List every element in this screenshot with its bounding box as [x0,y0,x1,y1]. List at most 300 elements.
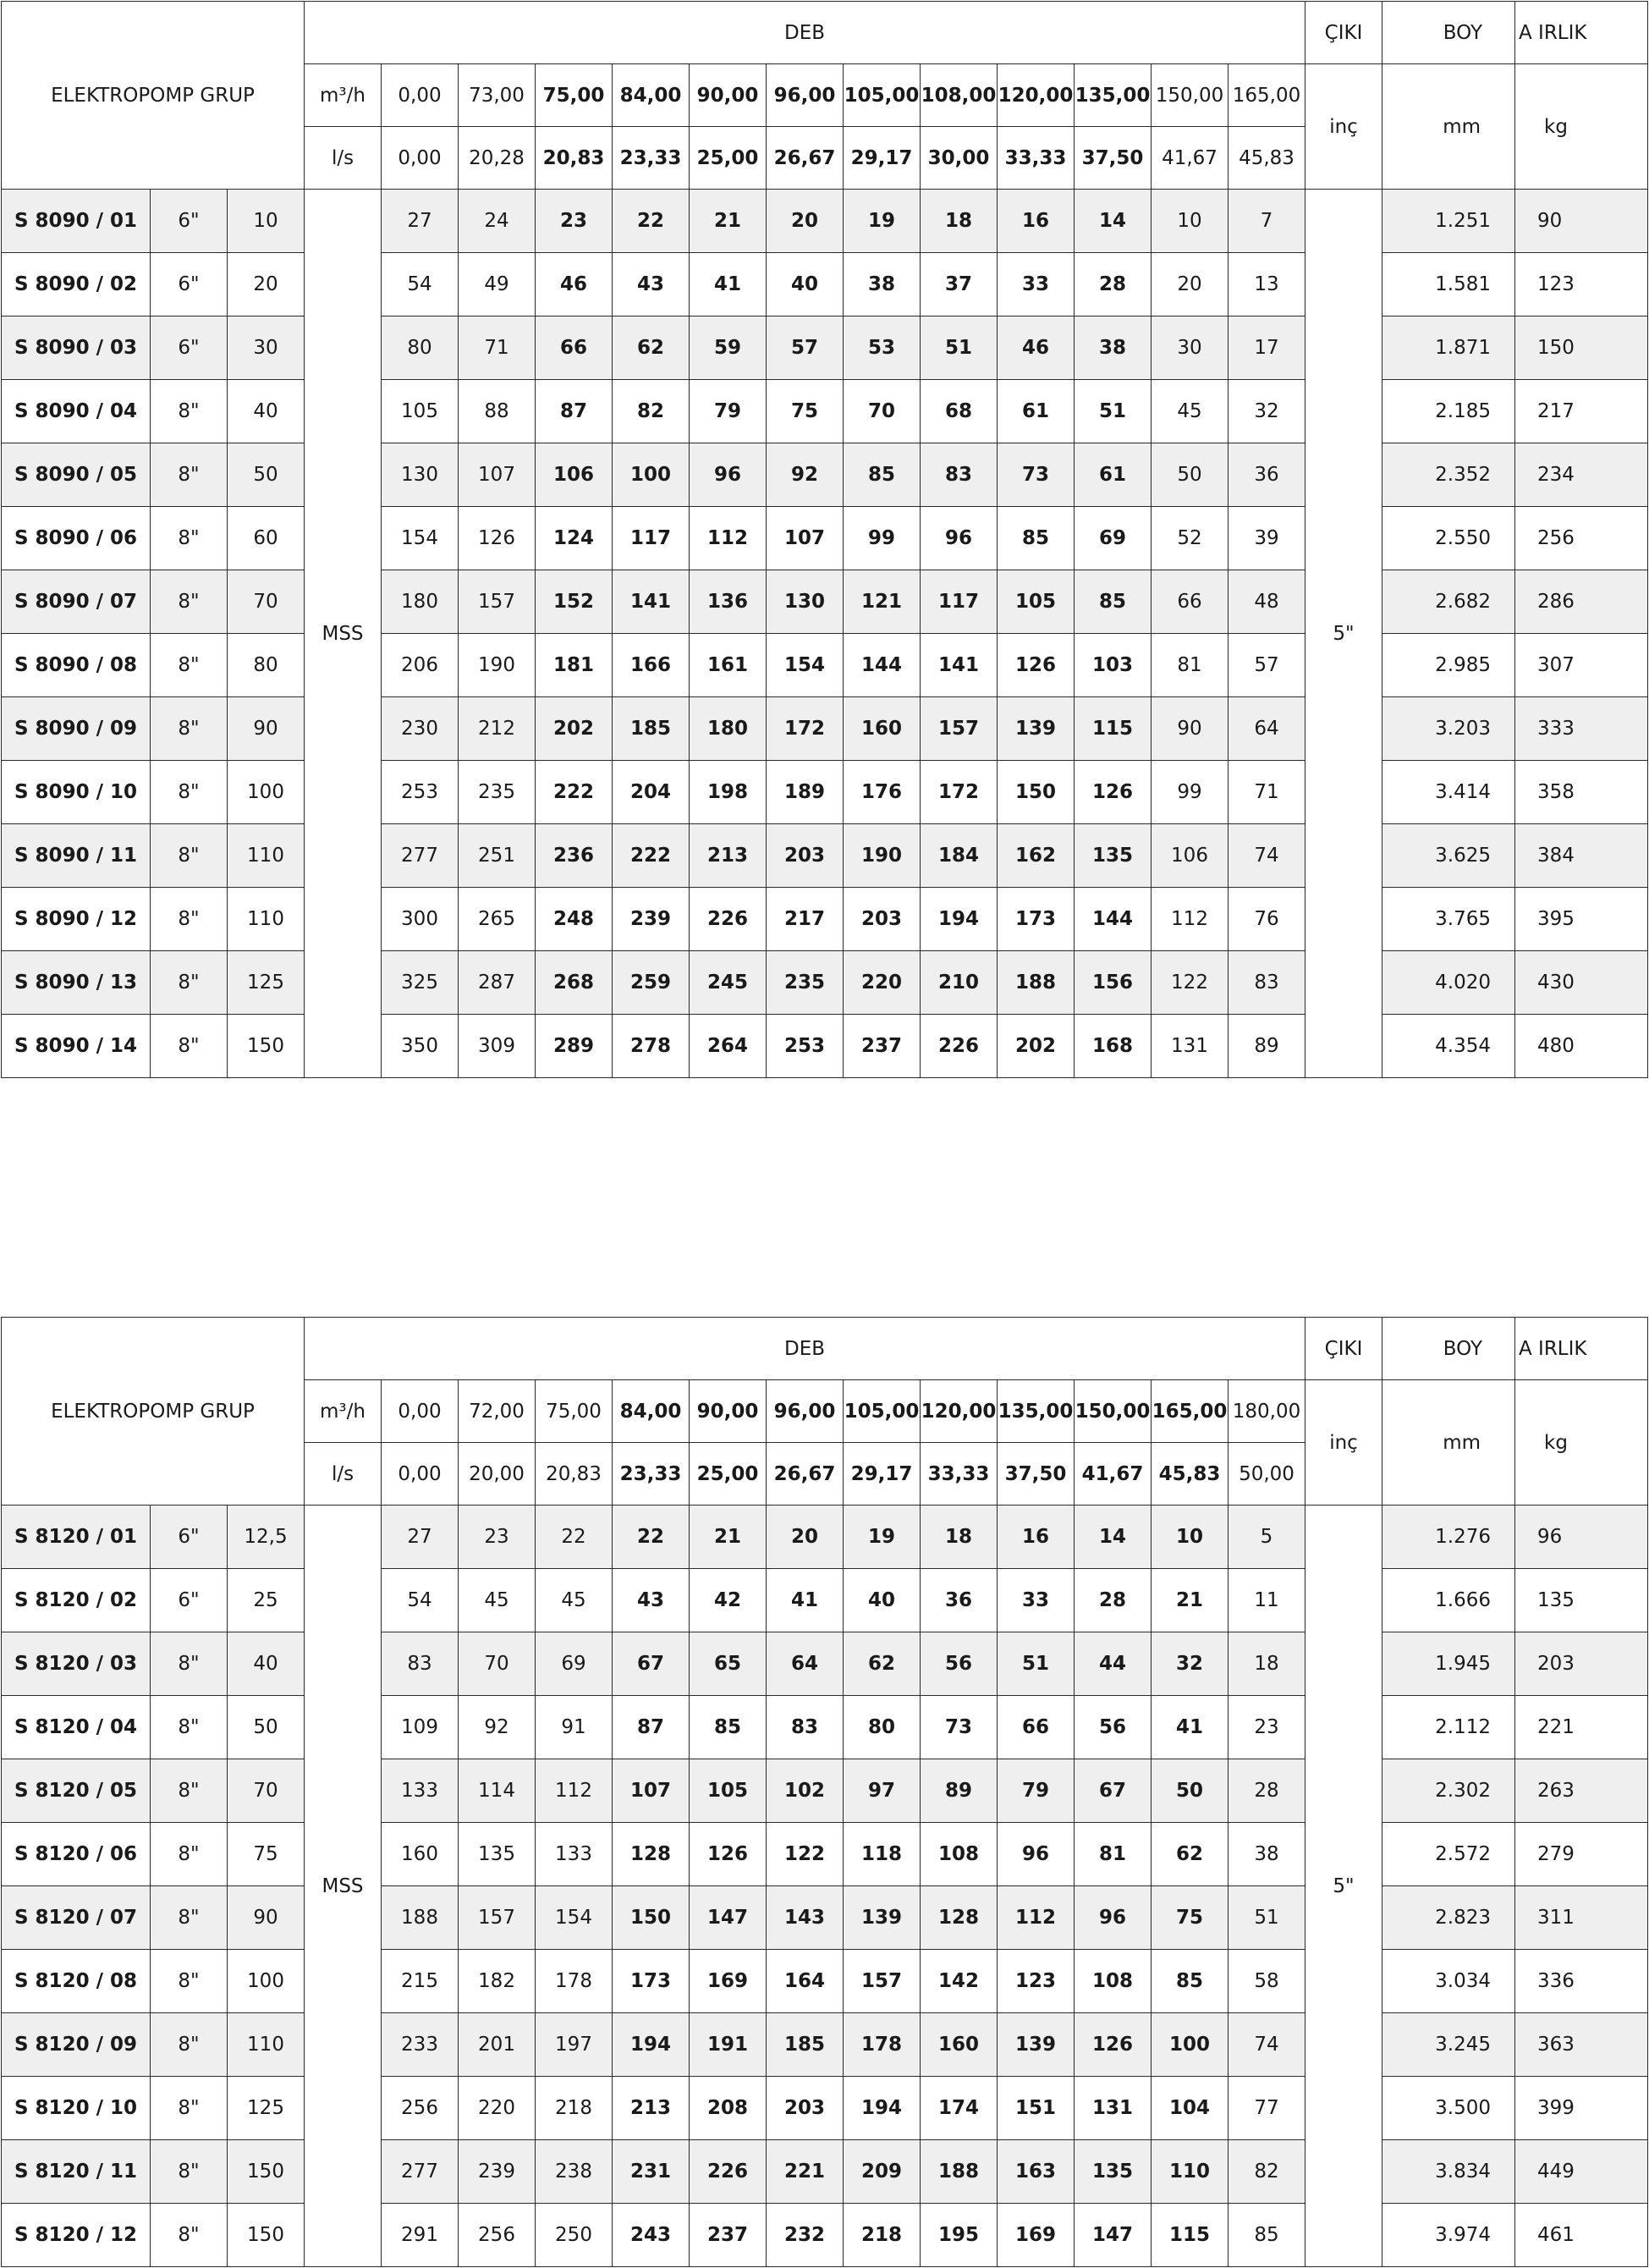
head-value-cell: 14 [1075,190,1152,253]
motor-size-cell: 6" [151,317,228,380]
table-row [2,570,1648,634]
table-row [2,1950,1648,2013]
head-value-cell: 163 [998,2140,1075,2204]
weight-cell: 307 [1515,634,1648,697]
motor-size-cell: 8" [151,824,228,888]
power-cell: 90 [228,697,305,761]
flow-ls-value: 26,67 [767,127,844,190]
length-cell: 3.034 [1382,1950,1515,2013]
head-value-cell: 157 [921,697,998,761]
table-row [2,2204,1648,2267]
table-row [2,1696,1648,1759]
head-value-cell: 89 [1229,1015,1305,1078]
table-row [2,824,1648,888]
head-value-cell: 237 [690,2204,767,2267]
head-value-cell: 91 [536,1696,613,1759]
head-value-cell: 79 [998,1759,1075,1823]
table-row [2,1506,1648,1569]
flow-m3h-value: 105,00 [844,1380,921,1443]
head-value-cell: 147 [690,1886,767,1950]
length-cell: 1.581 [1382,253,1515,317]
head-value-cell: 50 [1152,1759,1229,1823]
head-value-cell: 56 [1075,1696,1152,1759]
head-value-cell: 96 [921,507,998,570]
head-value-cell: 226 [690,888,767,951]
head-value-cell: 18 [921,190,998,253]
head-value-cell: 66 [998,1696,1075,1759]
head-value-cell: 48 [1229,570,1305,634]
table-row [2,1632,1648,1696]
flow-m3h-value: 105,00 [844,64,921,127]
head-value-cell: 118 [844,1823,921,1886]
head-value-cell: 156 [1075,951,1152,1015]
head-value-cell: 89 [921,1759,998,1823]
head-value-cell: 128 [613,1823,690,1886]
head-value-cell: 11 [1229,1569,1305,1632]
head-value-cell: 185 [613,697,690,761]
head-value-cell: 203 [767,824,844,888]
flow-ls-value: 37,50 [998,1443,1075,1506]
table-row [2,1015,1648,1078]
outlet-unit: inç [1305,64,1382,190]
flow-unit-m3h: m³/h [305,64,382,127]
head-value-cell: 40 [767,253,844,317]
flow-title: DEB [305,2,1305,64]
head-value-cell: 194 [921,888,998,951]
head-value-cell: 38 [1075,317,1152,380]
head-value-cell: 87 [536,380,613,443]
head-value-cell: 117 [613,507,690,570]
head-value-cell: 23 [1229,1696,1305,1759]
head-value-cell: 144 [844,634,921,697]
head-value-cell: 62 [1152,1823,1229,1886]
flow-m3h-value: 120,00 [921,1380,998,1443]
model-cell: S 8120 / 11 [2,2140,151,2204]
performance-table-8120 [1,1317,1648,2267]
motor-size-cell: 8" [151,2077,228,2140]
weight-title: A IRLIK [1515,1318,1648,1380]
head-value-cell: 97 [844,1759,921,1823]
flow-ls-value: 45,83 [1152,1443,1229,1506]
head-value-cell: 105 [998,570,1075,634]
head-value-cell: 220 [844,951,921,1015]
head-value-cell: 107 [613,1759,690,1823]
length-cell: 3.414 [1382,761,1515,824]
head-value-cell: 41 [767,1569,844,1632]
flow-m3h-value: 96,00 [767,64,844,127]
length-cell: 4.354 [1382,1015,1515,1078]
head-value-cell: 103 [1075,634,1152,697]
flow-ls-value: 20,83 [536,1443,613,1506]
head-value-cell: 169 [690,1950,767,2013]
head-value-cell: 104 [1152,2077,1229,2140]
power-cell: 60 [228,507,305,570]
head-value-cell: 75 [767,380,844,443]
head-value-cell: 235 [767,951,844,1015]
head-value-cell: 32 [1229,380,1305,443]
head-value-cell: 189 [767,761,844,824]
length-cell: 2.823 [1382,1886,1515,1950]
head-value-cell: 325 [382,951,459,1015]
head-value-cell: 109 [382,1696,459,1759]
head-value-cell: 96 [690,443,767,507]
head-value-cell: 90 [1152,697,1229,761]
head-value-cell: 46 [998,317,1075,380]
model-cell: S 8120 / 12 [2,2204,151,2267]
table-row [2,190,1648,253]
head-value-cell: 85 [1075,570,1152,634]
header-row-flow [2,2,1648,64]
head-value-cell: 202 [536,697,613,761]
head-value-cell: 130 [767,570,844,634]
flow-ls-value: 25,00 [690,1443,767,1506]
power-cell: 110 [228,888,305,951]
length-cell: 2.682 [1382,570,1515,634]
head-value-cell: 350 [382,1015,459,1078]
head-value-cell: 81 [1152,634,1229,697]
head-value-cell: 70 [459,1632,536,1696]
head-value-cell: 188 [382,1886,459,1950]
head-value-cell: 203 [844,888,921,951]
head-value-cell: 74 [1229,824,1305,888]
power-cell: 150 [228,2204,305,2267]
head-value-cell: 130 [382,443,459,507]
head-value-cell: 154 [536,1886,613,1950]
head-value-cell: 80 [382,317,459,380]
head-value-cell: 217 [767,888,844,951]
model-cell: S 8120 / 09 [2,2013,151,2077]
power-cell: 50 [228,1696,305,1759]
table-row [2,1823,1648,1886]
head-value-cell: 194 [844,2077,921,2140]
head-value-cell: 135 [1075,824,1152,888]
head-value-cell: 32 [1152,1632,1229,1696]
flow-ls-value: 25,00 [690,127,767,190]
motor-size-cell: 8" [151,2204,228,2267]
head-value-cell: 209 [844,2140,921,2204]
length-cell: 2.185 [1382,380,1515,443]
table-row [2,1759,1648,1823]
head-value-cell: 105 [382,380,459,443]
length-cell: 1.871 [1382,317,1515,380]
model-cell: S 8090 / 09 [2,697,151,761]
head-value-cell: 143 [767,1886,844,1950]
weight-cell: 256 [1515,507,1648,570]
motor-size-cell: 8" [151,570,228,634]
head-value-cell: 226 [921,1015,998,1078]
head-value-cell: 126 [1075,2013,1152,2077]
head-value-cell: 85 [998,507,1075,570]
head-value-cell: 169 [998,2204,1075,2267]
head-value-cell: 112 [998,1886,1075,1950]
head-value-cell: 114 [459,1759,536,1823]
head-value-cell: 135 [1075,2140,1152,2204]
head-value-cell: 51 [998,1632,1075,1696]
head-value-cell: 168 [1075,1015,1152,1078]
head-value-cell: 56 [921,1632,998,1696]
model-cell: S 8120 / 06 [2,1823,151,1886]
length-unit: mm [1382,64,1515,190]
head-value-cell: 22 [613,1506,690,1569]
head-value-cell: 160 [844,697,921,761]
motor-size-cell: 8" [151,761,228,824]
head-value-cell: 28 [1075,253,1152,317]
head-value-cell: 122 [767,1823,844,1886]
head-value-cell: 202 [998,1015,1075,1078]
head-value-cell: 265 [459,888,536,951]
head-value-cell: 233 [382,2013,459,2077]
model-cell: S 8090 / 02 [2,253,151,317]
head-value-cell: 14 [1075,1506,1152,1569]
flow-ls-value: 29,17 [844,127,921,190]
head-value-cell: 85 [844,443,921,507]
head-value-cell: 195 [921,2204,998,2267]
head-value-cell: 141 [921,634,998,697]
flow-unit-ls: l/s [305,1443,382,1506]
head-value-cell: 215 [382,1950,459,2013]
head-value-cell: 218 [844,2204,921,2267]
weight-cell: 333 [1515,697,1648,761]
head-value-cell: 243 [613,2204,690,2267]
motor-size-cell: 8" [151,443,228,507]
head-value-cell: 81 [1075,1823,1152,1886]
length-cell: 1.945 [1382,1632,1515,1696]
head-value-cell: 112 [536,1759,613,1823]
length-cell: 3.203 [1382,697,1515,761]
motor-size-cell: 6" [151,1506,228,1569]
head-value-cell: 166 [613,634,690,697]
flow-m3h-value: 90,00 [690,64,767,127]
head-value-cell: 154 [767,634,844,697]
head-value-cell: 69 [536,1632,613,1696]
head-value-cell: 43 [613,1569,690,1632]
head-value-cell: 161 [690,634,767,697]
motor-size-cell: 6" [151,253,228,317]
head-value-cell: 68 [921,380,998,443]
flow-ls-value: 41,67 [1075,1443,1152,1506]
head-value-cell: 131 [1075,2077,1152,2140]
head-value-cell: 256 [382,2077,459,2140]
head-value-cell: 33 [998,253,1075,317]
head-value-cell: 82 [613,380,690,443]
head-value-cell: 139 [998,697,1075,761]
head-value-cell: 38 [844,253,921,317]
weight-unit: kg [1515,1380,1648,1506]
head-value-cell: 309 [459,1015,536,1078]
head-value-cell: 151 [998,2077,1075,2140]
head-value-cell: 33 [998,1569,1075,1632]
head-value-cell: 251 [459,824,536,888]
length-cell: 3.500 [1382,2077,1515,2140]
motor-size-cell: 8" [151,2013,228,2077]
head-value-cell: 19 [844,190,921,253]
head-value-cell: 107 [767,507,844,570]
head-value-cell: 147 [1075,2204,1152,2267]
weight-cell: 461 [1515,2204,1648,2267]
power-cell: 110 [228,824,305,888]
head-value-cell: 27 [382,1506,459,1569]
head-value-cell: 135 [459,1823,536,1886]
head-value-cell: 36 [1229,443,1305,507]
model-cell: S 8090 / 12 [2,888,151,951]
head-value-cell: 152 [536,570,613,634]
head-value-cell: 124 [536,507,613,570]
head-value-cell: 115 [1152,2204,1229,2267]
head-value-cell: 49 [459,253,536,317]
length-cell: 3.245 [1382,2013,1515,2077]
head-value-cell: 57 [767,317,844,380]
head-value-cell: 208 [690,2077,767,2140]
power-cell: 30 [228,317,305,380]
head-value-cell: 36 [921,1569,998,1632]
head-value-cell: 88 [459,380,536,443]
head-value-cell: 259 [613,951,690,1015]
head-value-cell: 126 [998,634,1075,697]
length-cell: 3.834 [1382,2140,1515,2204]
head-value-cell: 239 [459,2140,536,2204]
head-value-cell: 21 [690,1506,767,1569]
head-value-cell: 112 [690,507,767,570]
motor-size-cell: 8" [151,634,228,697]
head-value-cell: 203 [767,2077,844,2140]
head-value-cell: 20 [767,1506,844,1569]
head-value-cell: 27 [382,190,459,253]
head-value-cell: 61 [1075,443,1152,507]
head-value-cell: 96 [998,1823,1075,1886]
head-value-cell: 7 [1229,190,1305,253]
table-row [2,761,1648,824]
head-value-cell: 71 [1229,761,1305,824]
table-row [2,1569,1648,1632]
head-value-cell: 110 [1152,2140,1229,2204]
flow-ls-value: 20,00 [459,1443,536,1506]
weight-cell: 217 [1515,380,1648,443]
head-value-cell: 45 [536,1569,613,1632]
flow-m3h-value: 90,00 [690,1380,767,1443]
length-cell: 2.985 [1382,634,1515,697]
head-value-cell: 53 [844,317,921,380]
head-value-cell: 210 [921,951,998,1015]
head-value-cell: 230 [382,697,459,761]
head-value-cell: 23 [459,1506,536,1569]
flow-ls-value: 26,67 [767,1443,844,1506]
motor-size-cell: 8" [151,380,228,443]
motor-size-cell: 8" [151,507,228,570]
flow-title: DEB [305,1318,1305,1380]
head-value-cell: 20 [1152,253,1229,317]
head-value-cell: 102 [767,1759,844,1823]
head-value-cell: 150 [998,761,1075,824]
head-value-cell: 62 [844,1632,921,1696]
head-value-cell: 212 [459,697,536,761]
flow-m3h-value: 75,00 [536,1380,613,1443]
weight-cell: 336 [1515,1950,1648,2013]
model-cell: S 8120 / 01 [2,1506,151,1569]
length-cell: 1.666 [1382,1569,1515,1632]
weight-title: A IRLIK [1515,2,1648,64]
model-cell: S 8090 / 07 [2,570,151,634]
power-cell: 70 [228,1759,305,1823]
length-cell: 2.352 [1382,443,1515,507]
head-value-cell: 41 [690,253,767,317]
weight-cell: 263 [1515,1759,1648,1823]
table-row [2,2013,1648,2077]
power-cell: 70 [228,570,305,634]
head-value-cell: 71 [459,317,536,380]
head-value-cell: 190 [844,824,921,888]
header-row-flow [2,1318,1648,1380]
head-value-cell: 108 [921,1823,998,1886]
head-value-cell: 164 [767,1950,844,2013]
flow-ls-value: 45,83 [1229,127,1305,190]
flow-m3h-value: 135,00 [998,1380,1075,1443]
flow-m3h-value: 108,00 [921,64,998,127]
motor-size-cell: 8" [151,888,228,951]
weight-unit: kg [1515,64,1648,190]
flow-m3h-value: 165,00 [1229,64,1305,127]
head-value-cell: 39 [1229,507,1305,570]
head-value-cell: 221 [767,2140,844,2204]
head-value-cell: 85 [1152,1950,1229,2013]
motor-size-cell: 8" [151,1759,228,1823]
head-value-cell: 20 [767,190,844,253]
head-value-cell: 287 [459,951,536,1015]
head-value-cell: 106 [1152,824,1229,888]
power-cell: 12,5 [228,1506,305,1569]
flow-ls-value: 29,17 [844,1443,921,1506]
head-value-cell: 28 [1075,1569,1152,1632]
head-value-cell: 92 [767,443,844,507]
head-value-cell: 37 [921,253,998,317]
motor-size-cell: 8" [151,697,228,761]
flow-m3h-value: 0,00 [382,64,459,127]
power-cell: 40 [228,1632,305,1696]
weight-cell: 449 [1515,2140,1648,2204]
head-value-cell: 100 [1152,2013,1229,2077]
head-value-cell: 52 [1152,507,1229,570]
head-value-cell: 131 [1152,1015,1229,1078]
flow-ls-value: 30,00 [921,127,998,190]
weight-cell: 395 [1515,888,1648,951]
outlet-unit: inç [1305,1380,1382,1506]
model-cell: S 8120 / 10 [2,2077,151,2140]
head-value-cell: 87 [613,1696,690,1759]
head-value-cell: 235 [459,761,536,824]
head-value-cell: 42 [690,1569,767,1632]
model-cell: S 8120 / 04 [2,1696,151,1759]
head-value-cell: 188 [998,951,1075,1015]
table-row [2,2140,1648,2204]
flow-m3h-value: 73,00 [459,64,536,127]
flow-ls-value: 20,28 [459,127,536,190]
head-value-cell: 115 [1075,697,1152,761]
head-value-cell: 191 [690,2013,767,2077]
head-value-cell: 253 [767,1015,844,1078]
model-cell: S 8090 / 08 [2,634,151,697]
model-cell: S 8120 / 08 [2,1950,151,2013]
power-cell: 125 [228,2077,305,2140]
length-title: BOY [1382,2,1515,64]
head-value-cell: 67 [613,1632,690,1696]
head-value-cell: 128 [921,1886,998,1950]
weight-cell: 135 [1515,1569,1648,1632]
head-value-cell: 64 [767,1632,844,1696]
weight-cell: 311 [1515,1886,1648,1950]
flow-m3h-value: 0,00 [382,1380,459,1443]
head-value-cell: 160 [921,2013,998,2077]
weight-cell: 480 [1515,1015,1648,1078]
head-value-cell: 206 [382,634,459,697]
